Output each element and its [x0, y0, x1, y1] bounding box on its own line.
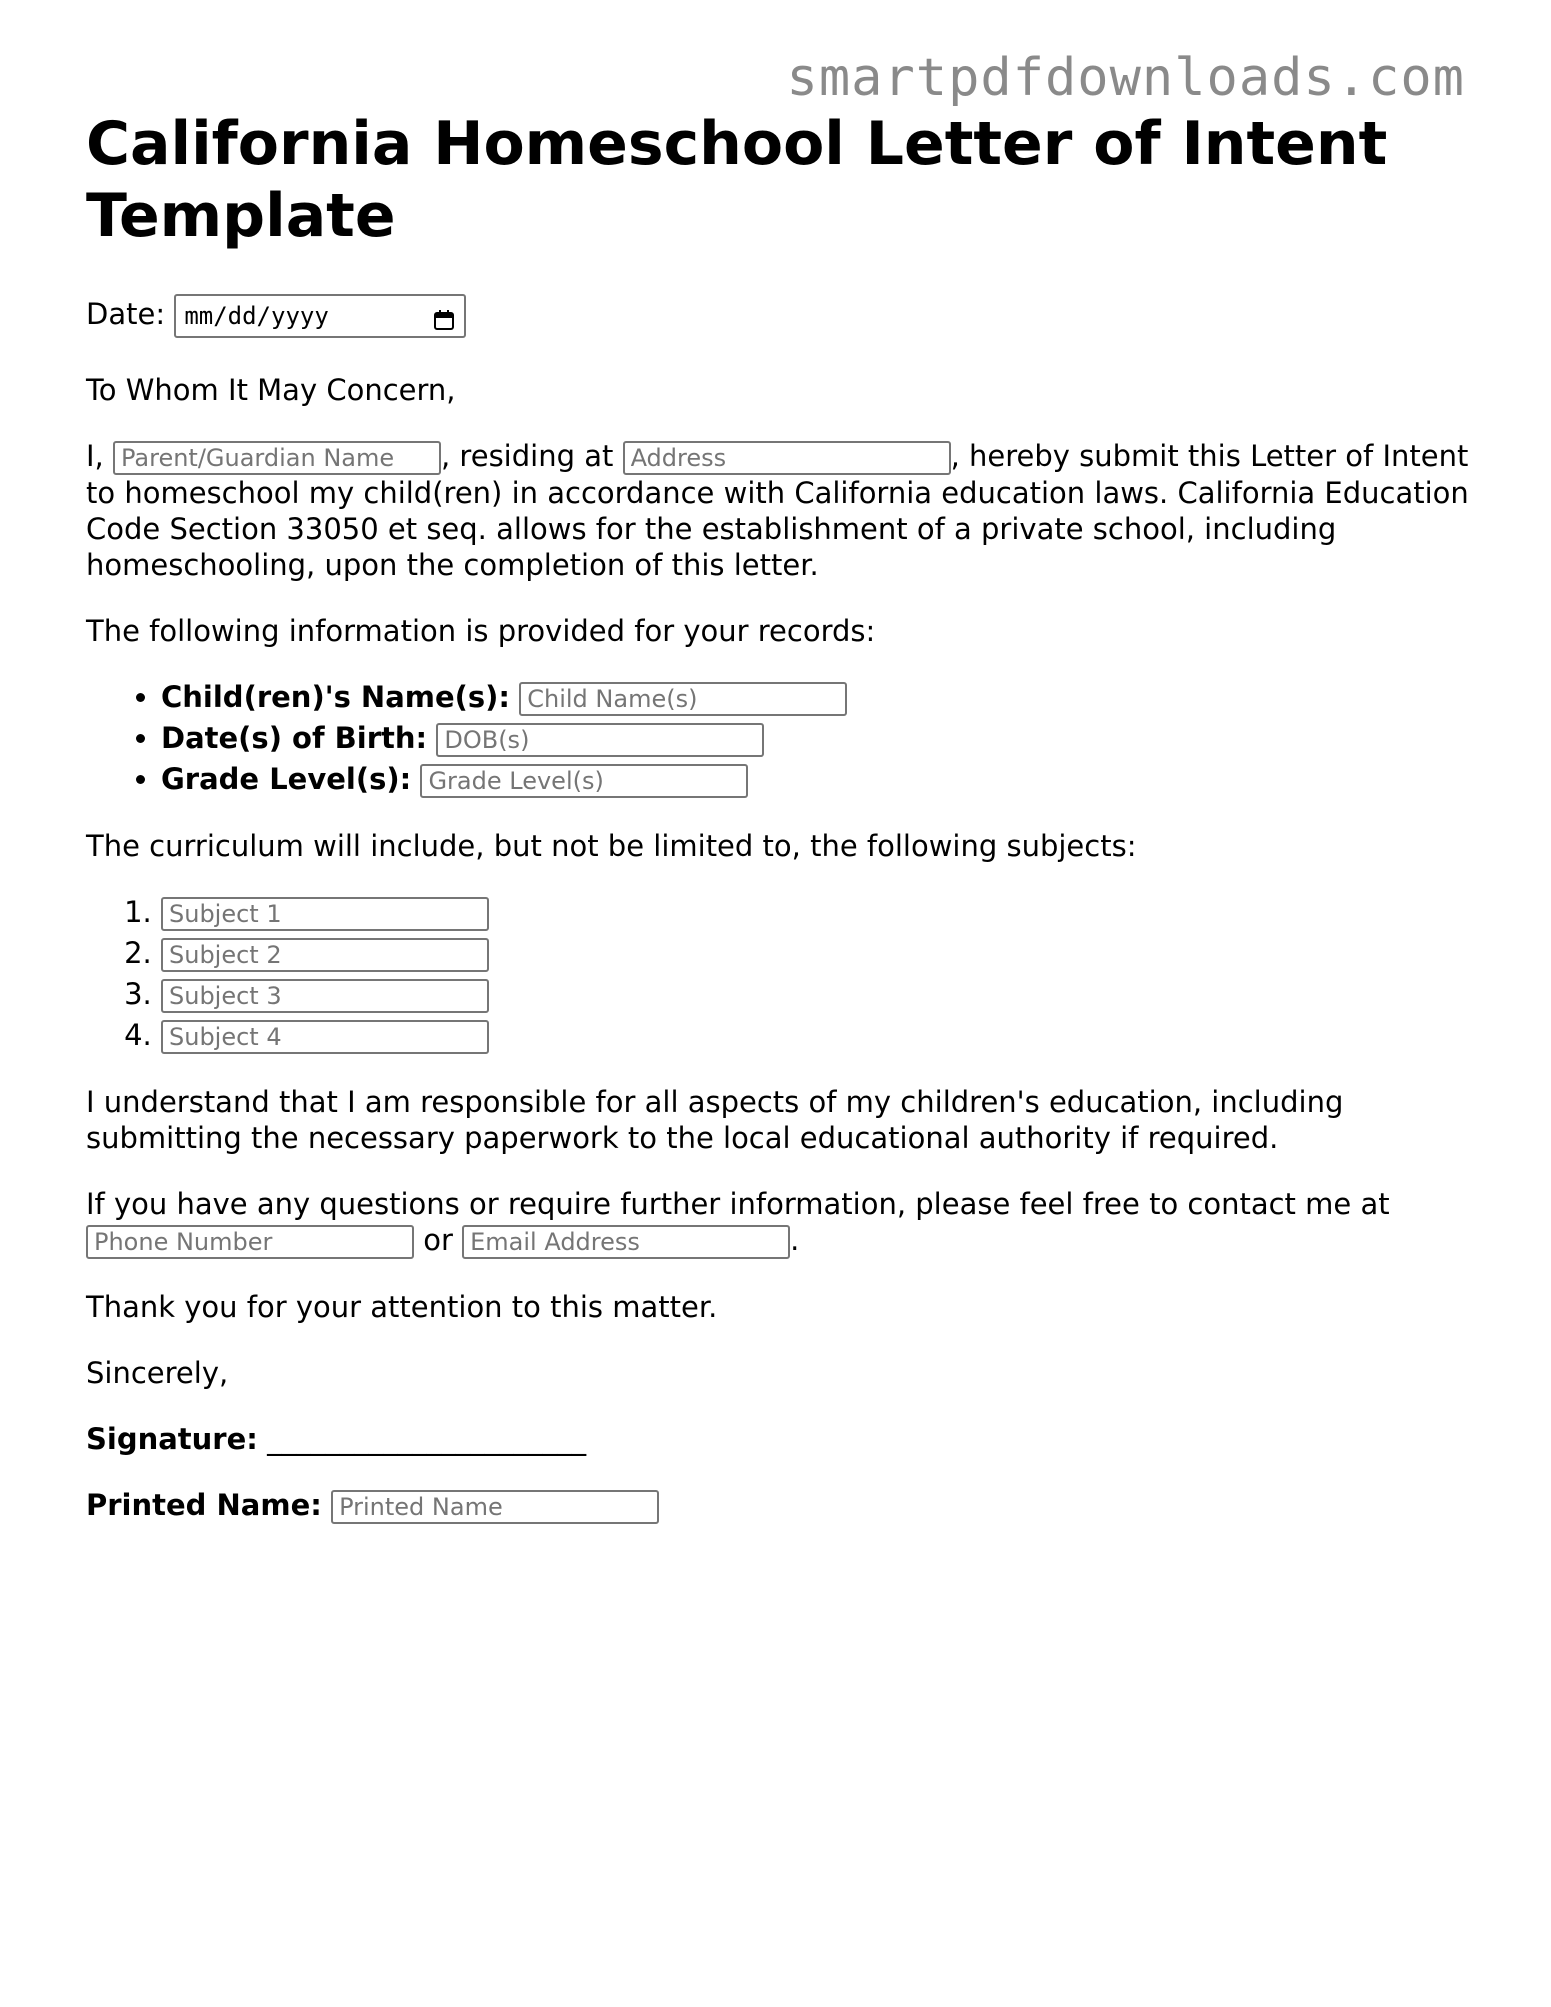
closing: Sincerely, — [86, 1356, 229, 1390]
salutation: To Whom It May Concern, — [86, 373, 456, 407]
subject-1-input[interactable] — [161, 897, 489, 931]
email-input[interactable] — [462, 1225, 790, 1259]
date-label: Date: — [86, 297, 166, 331]
dob-label: Date(s) of Birth: — [161, 721, 428, 755]
signature-line: ______________________ — [267, 1422, 587, 1456]
grade-level-input[interactable] — [420, 764, 748, 798]
intro-residing: , residing at — [441, 439, 614, 473]
thanks-paragraph: Thank you for your attention to this matter. — [86, 1290, 718, 1324]
info-list — [86, 679, 1476, 798]
subject-2-input[interactable] — [161, 938, 489, 972]
signature-row — [86, 1421, 1476, 1457]
list-item — [161, 1017, 1476, 1054]
contact-end: . — [790, 1223, 800, 1257]
date-placeholder: mm/dd/yyyy — [184, 302, 329, 330]
list-item — [161, 761, 1476, 798]
subject-4-input[interactable] — [161, 1020, 489, 1054]
list-item — [161, 935, 1476, 972]
dob-input[interactable] — [436, 723, 764, 757]
intro-paragraph — [86, 438, 1476, 583]
printed-name-label: Printed Name: — [86, 1488, 322, 1522]
list-item — [161, 894, 1476, 931]
parent-name-input[interactable] — [113, 441, 441, 475]
responsibility-paragraph: I understand that I am responsible for all aspects of my children's education, including submitting the necessary paperwork to the local educational authority if required. — [86, 1085, 1344, 1155]
signature-label: Signature: — [86, 1422, 258, 1456]
contact-text: If you have any questions or require further information, please feel free to contact me at — [86, 1187, 1390, 1221]
list-item — [161, 679, 1476, 716]
intro-prefix: I, — [86, 439, 104, 473]
page-title: California Homeschool Letter of Intent Template — [86, 109, 1388, 251]
intro-rest: , hereby submit this Letter of Intent to homeschool my child(ren) in accordance with California education laws. California Education Code Section 33050 et seq. allows for the establishment of a private school, including homeschooling, upon the completion of this letter. — [86, 439, 1469, 582]
letter-page — [86, 108, 1476, 1554]
date-row — [86, 294, 1476, 338]
date-input[interactable] — [174, 294, 466, 338]
watermark: smartpdfdownloads.com — [786, 48, 1465, 108]
phone-input[interactable] — [86, 1225, 414, 1259]
calendar-icon[interactable] — [432, 304, 456, 328]
curriculum-intro: The curriculum will include, but not be limited to, the following subjects: — [86, 829, 1137, 863]
child-name-input[interactable] — [519, 682, 847, 716]
list-item — [161, 720, 1476, 757]
printed-name-row — [86, 1487, 1476, 1524]
info-intro: The following information is provided for your records: — [86, 614, 876, 648]
contact-or: or — [423, 1223, 453, 1257]
printed-name-input[interactable] — [331, 1490, 659, 1524]
address-input[interactable] — [623, 441, 951, 475]
subject-list — [86, 894, 1476, 1054]
grade-level-label: Grade Level(s): — [161, 762, 412, 796]
list-item — [161, 976, 1476, 1013]
subject-3-input[interactable] — [161, 979, 489, 1013]
child-name-label: Child(ren)'s Name(s): — [161, 680, 511, 714]
contact-paragraph — [86, 1186, 1476, 1259]
